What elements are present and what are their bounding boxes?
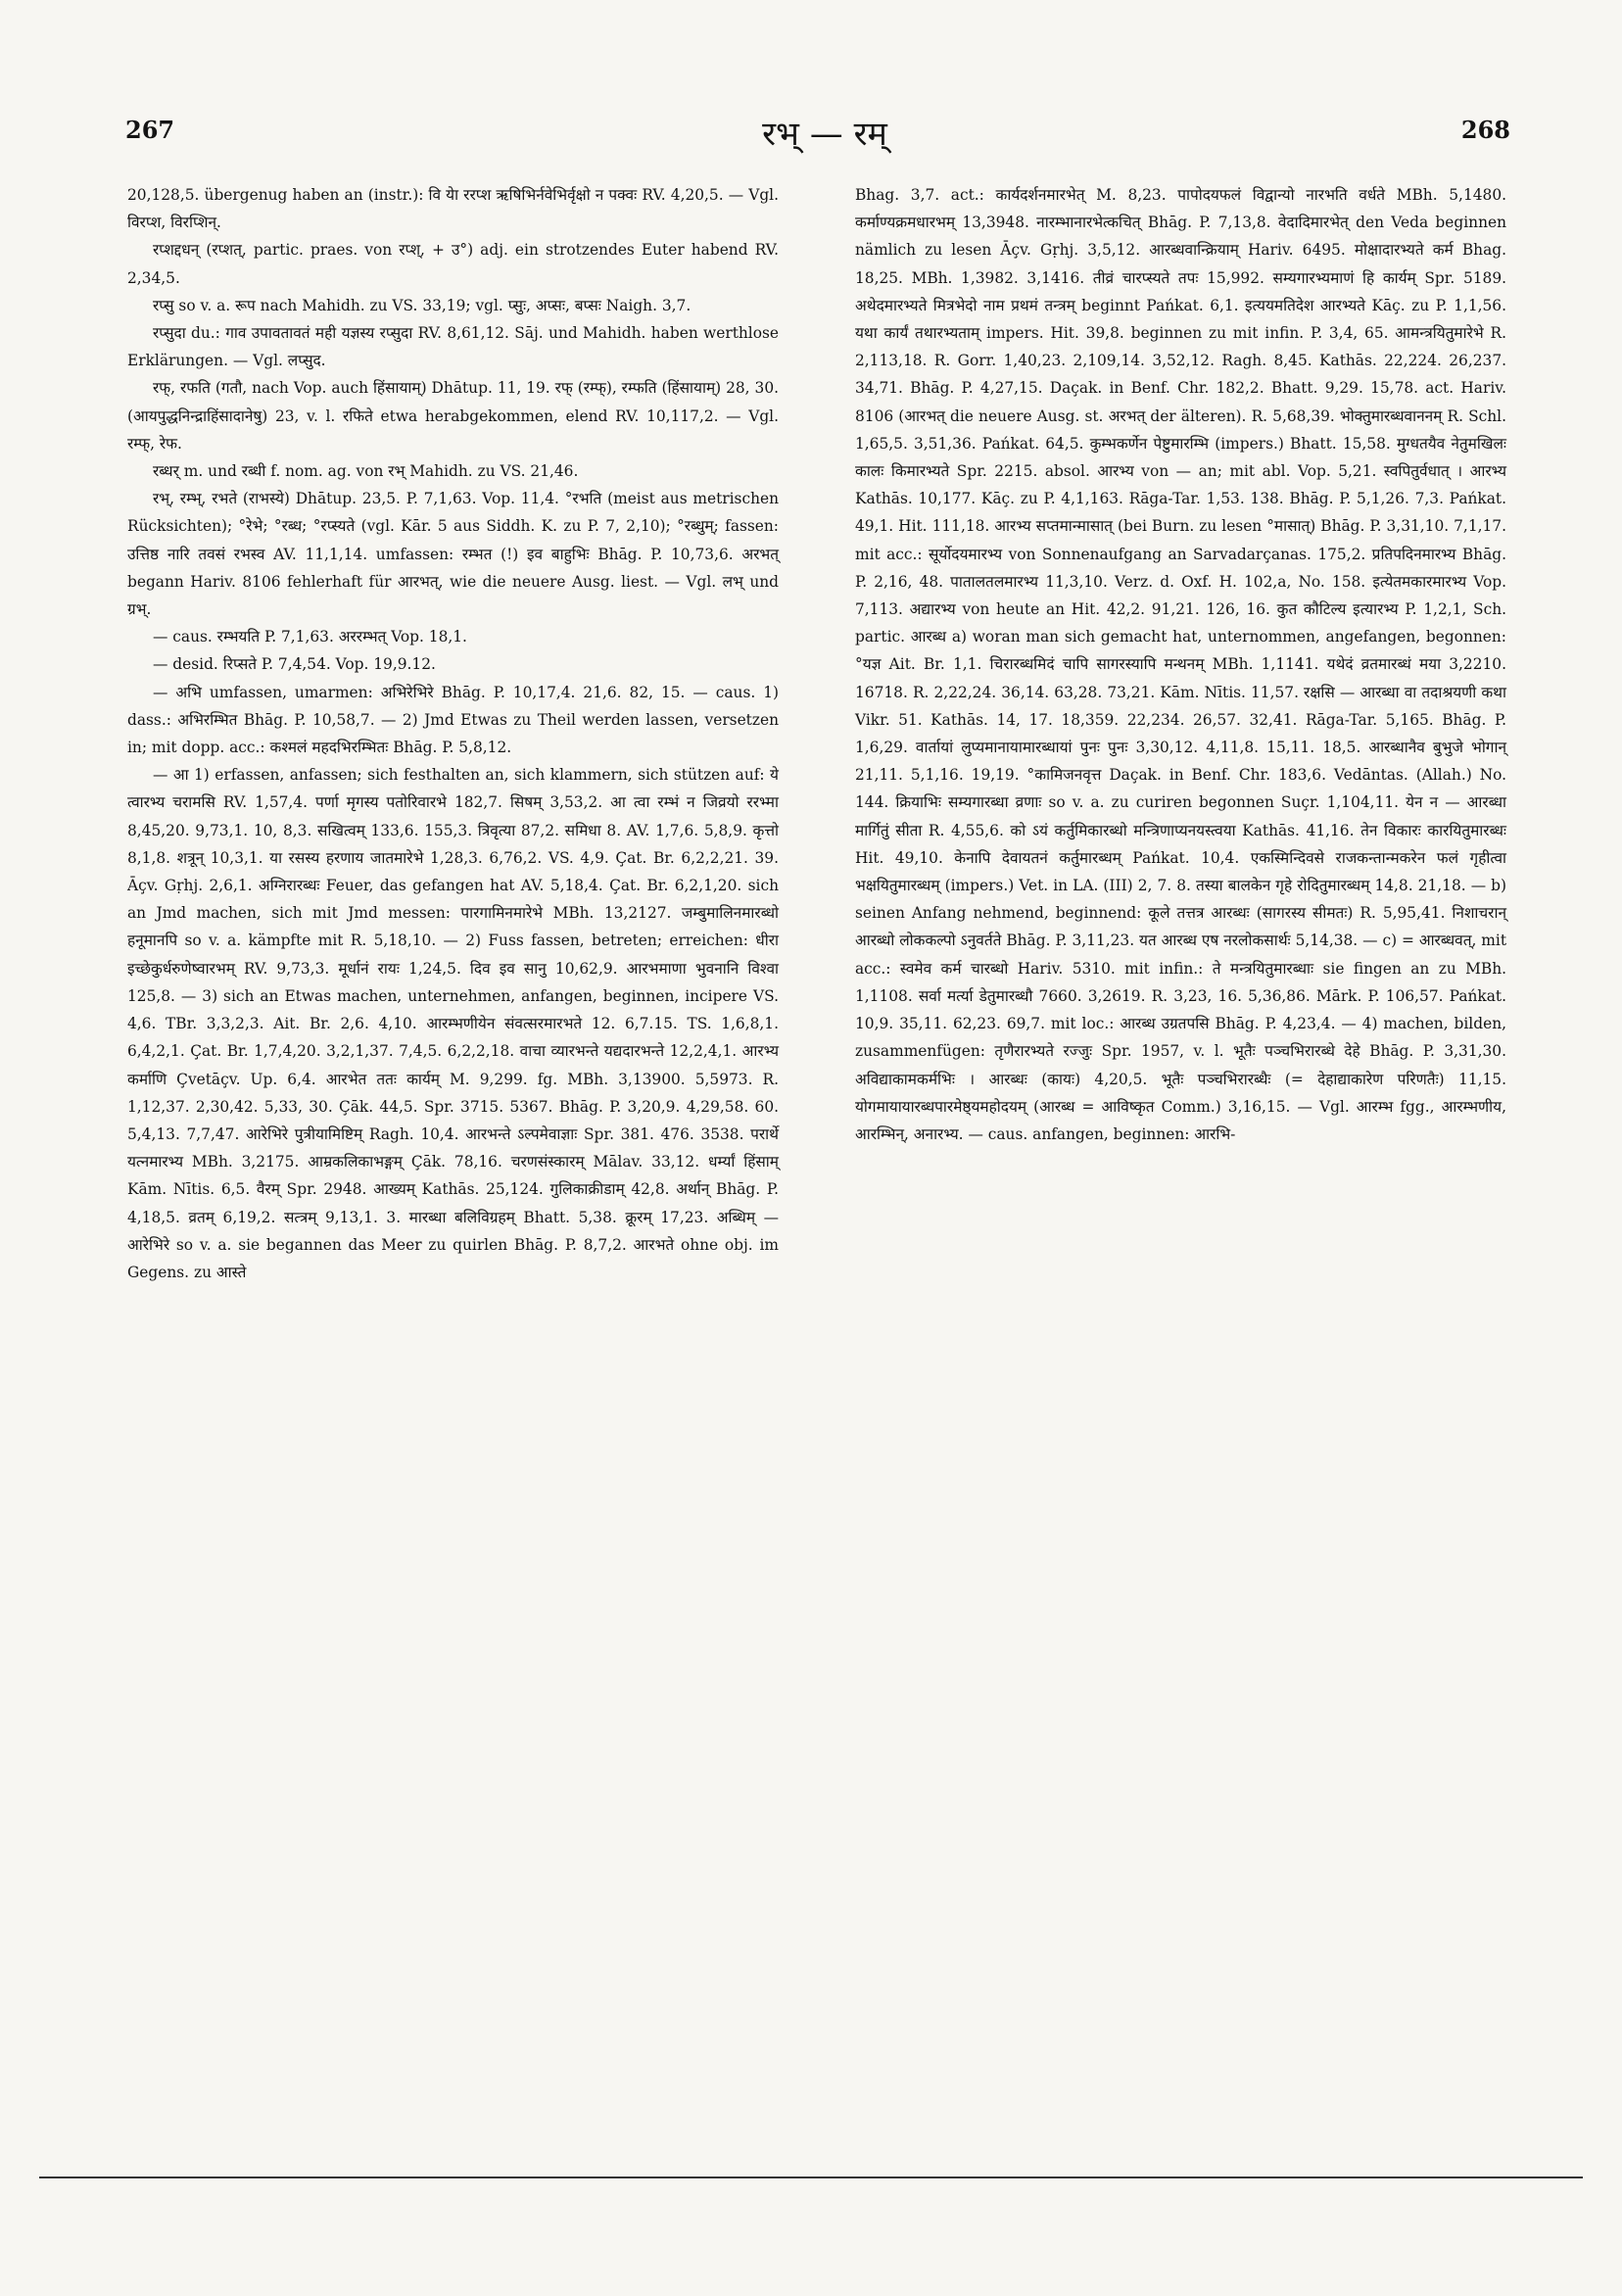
footer-rule bbox=[39, 2176, 1583, 2178]
dictionary-entry: रप्सुदा du.: गाव उपावतावतं मही यज्ञस्य रप्सुदा RV. 8,61,12. Sāj. und Mahidh. haben werthlose Erklärungen. — Vgl. लप्सुद. bbox=[127, 324, 779, 370]
sub-entry: — अभि umfassen, umarmen: अभिरेभिरे Bhāg. P. 10,17,4. 21,6. 82, 15. — caus. 1) dass.: अभिरम्भित Bhāg. P. 10,58,7. — 2) Jmd Etwas zu Theil werden lassen, versetzen in; mit dopp. acc.: कश्मलं महदभिरम्भितः Bhāg. P. 5,8,12. bbox=[127, 683, 779, 757]
left-column bbox=[127, 181, 779, 1286]
entry-continuation: Bhag. 3,7. act.: कार्यदर्शनमारभेत् M. 8,23. पापोदयफलं विद्वान्यो नारभति वर्धते MBh. 5,1480. कर्माण्यक्रमधारभम् 13,3948. नारम्भानारभेत्कचित् Bhāg. P. 7,13,8. वेदादिमारभेत् den Veda beginnen nämlich zu lesen Āçv. Gṛhj. 3,5,12. आरब्धवान्क्रियाम् Hariv. 6495. मोक्षादारभ्यते कर्म Bhag. 18,25. MBh. 1,3982. 3,1416. तीव्रं चारप्स्यते तपः 15,992. सम्यगारभ्यमाणं हि कार्यम् Spr. 5189. अथेदमारभ्यते मित्रभेदो नाम प्रथमं तन्त्रम् beginnt Pańkat. 6,1. इत्ययमतिदेश आरभ्यते Kāç. zu P. 1,1,56. यथा कार्यं तथारभ्यताम् impers. Hit. 39,8. beginnen zu mit infin. P. 3,4, 65. आमन्त्रयितुमारेभे R. 2,113,18. R. Gorr. 1,40,23. 2,109,14. 3,52,12. Ragh. 8,45. Kathās. 22,224. 26,237. 34,71. Bhāg. P. 4,27,15. Daçak. in Benf. Chr. 182,2. Bhatt. 9,29. 15,78. act. Hariv. 8106 (आरभत् die neuere Ausg. st. अरभत् der älteren). R. 5,68,39. भोक्तुमारब्धवाननम् R. Schl. 1,65,5. 3,51,36. Pańkat. 64,5. कुम्भकर्णेन पेष्टुमारम्भि (impers.) Bhatt. 15,58. मुग्धतयैव नेतुमखिलः कालः किमारभ्यते Spr. 2215. absol. आरभ्य von — an; mit abl. Vop. 5,21. स्वपितुर्वधात् । आरभ्य Kathās. 10,177. Kāç. zu P. 4,1,163. Rāga-Tar. 1,53. 138. Bhāg. P. 5,1,26. 7,3. Pańkat. 49,1. Hit. 111,18. आरभ्य सप्तमान्मासात् (bei Burn. zu lesen °मासात्) Bhāg. P. 3,31,10. 7,1,17. mit acc.: सूर्योदयमारभ्य von Sonnenaufgang an Sarvadarçanas. 175,2. प्रतिपदिनमारभ्य Bhāg. P. 2,16, 48. पातालतलमारभ्य 11,3,10. Verz. d. Oxf. H. 102,a, No. 158. इत्येतमकारमारभ्य Vop. 7,113. अद्यारभ्य von heute an Hit. 42,2. 91,21. 126, 16. कुत कौटिल्य इत्यारभ्य P. 1,2,1, Sch. partic. आरब्ध a) woran man sich gemacht hat, unternommen, angefangen, begonnen: °यज्ञ Ait. Br. 1,1. चिरारब्धमिदं चापि सागरस्यापि मन्थनम् MBh. 1,1141. यथेदं व्रतमारब्धं मया 3,2210. 16718. R. 2,22,24. 36,14. 63,28. 73,21. Kām. Nītis. 11,57. रक्षसि — आरब्धा वा तदाश्रयणी कथा Vikr. 51. Kathās. 14, 17. 18,359. 22,234. 26,57. 32,41. Rāga-Tar. 5,165. Bhāg. P. 1,6,29. वार्तायां लुप्यमानायामारब्धायां पुनः पुनः 3,30,12. 4,11,8. 15,11. 18,5. आरब्धानैव बुभुजे भोगान् 21,11. 5,1,16. 19,19. °कामिजनवृत्त Daçak. in Benf. Chr. 183,6. Vedāntas. (Allah.) No. 144. क्रियाभिः सम्यगारब्धा व्रणाः so v. a. zu curiren begonnen Suçr. 1,104,11. येन न — आरब्धा मार्गितुं सीता R. 4,55,6. को ऽयं कर्तुमिकारब्धो मन्त्रिणाप्यनयस्त्वया Kathās. 41,16. तेन विकारः कारयितुमारब्धः Hit. 49,10. केनापि देवायतनं कर्तुमारब्धम् Pańkat. 10,4. एकस्मिन्दिवसे राजकन्तान्मकरेन फलं गृहीत्वा भक्षयितुमारब्धम् (impers.) Vet. in LA. (III) 2, 7. 8. तस्या बालकेन गृहे रोदितुमारब्धम् 14,8. 21,18. — b) seinen Anfang nehmend, beginnend: कूले तत्तत्र आरब्धः (सागरस्य सीमतः) R. 5,95,41. निशाचरान् आरब्धो लोककल्पो ऽनुवर्तते Bhāg. P. 3,11,23. यत आरब्ध एष नरलोकसार्थः 5,14,38. — c) = आरब्धवत्, mit acc.: स्वमेव कर्म चारब्धो Hariv. 5310. mit infin.: ते मन्त्रयितुमारब्धाः sie fingen an zu MBh. 1,1108. सर्वा मर्त्या डेतुमारब्धौ 7660. 3,2619. R. 3,23, 16. 5,36,86. Mārk. P. 106,57. Pańkat. 10,9. 35,11. 62,23. 69,7. mit loc.: आरब्ध उग्रतपसि Bhāg. P. 4,23,4. — 4) machen, bilden, zusammenfügen: तृणैरारभ्यते रज्जुः Spr. 1957, v. l. भूतैः पञ्चभिरारब्धे देहे Bhāg. P. 3,31,30. अविद्याकामकर्मभिः । आरब्धः (कायः) 4,20,5. भूतैः पञ्चभिरारब्धैः (= देहाद्याकारेण परिणतैः) 11,15. योगमायायारब्धपारमेष्ठ्यमहोदयम् (आरब्ध = आविष्कृत Comm.) 3,16,15. — Vgl. आरम्भ fgg., आरम्भणीय, आरम्भिन्, अनारभ्य. — caus. anfangen, beginnen: आरभि- bbox=[855, 186, 1506, 1143]
dictionary-entry: रप्सु so v. a. रूप nach Mahidh. zu VS. 33,19; vgl. प्सुः, अप्सः, बप्सः Naigh. 3,7. bbox=[153, 296, 692, 314]
dictionary-entry: रप्शद्दधन् (रप्शत्, partic. praes. von रप्श्, + उ°) adj. ein strotzendes Euter habend RV. 2,34,5. bbox=[127, 241, 779, 287]
entry-continuation: 20,128,5. übergenug haben an (instr.): वि येा ररप्श ऋषिभिर्नवेभिर्वृक्षो न पक्वः RV. 4,20,5. — Vgl. विरप्श, विरप्शिन्. bbox=[127, 186, 779, 232]
page-header bbox=[125, 116, 1524, 159]
right-column bbox=[855, 181, 1506, 1148]
sub-entry: — caus. रम्भयति P. 7,1,63. अररम्भत् Vop. 18,1. bbox=[153, 628, 467, 646]
running-head: रभ् — रम् bbox=[762, 115, 887, 154]
dictionary-entry: रभ्, रम्भ्, रभते (राभस्ये) Dhātup. 23,5. P. 7,1,63. Vop. 11,4. °रभति (meist aus metrischen Rücksichten); °रेभे; °रब्ध; °रप्स्यते (vgl. Kār. 5 aus Siddh. K. zu P. 7, 2,10); °रब्धुम्; fassen: उत्तिष्ठ नारि तवसं रभस्व AV. 11,1,14. umfassen: रम्भत (!) इव बाहुभिः Bhāg. P. 10,73,6. अरभत् begann Hariv. 8106 fehlerhaft für आरभत्, wie die neuere Ausg. liest. — Vgl. लभ् und ग्रभ्. bbox=[127, 490, 779, 619]
sub-entry: — desid. रिप्सते P. 7,4,54. Vop. 19,9.12. bbox=[153, 655, 436, 674]
page-number-right: 268 bbox=[1460, 116, 1510, 144]
sub-entry: — आ 1) erfassen, anfassen; sich festhalten an, sich klammern, sich stützen auf: ये त्वारभ्य चरामसि RV. 1,57,4. पर्णा मृगस्य पतोरिवारभे 182,7. सिषम् 3,53,2. आ त्वा रम्भं न जिव्रयो ररभ्मा 8,45,20. 9,73,1. 10, 8,3. सखित्वम् 133,6. 155,3. त्रिवृत्या 87,2. समिधा 8. AV. 1,7,6. 5,8,9. कृत्तो 8,1,8. शत्रून् 10,3,1. या रसस्य हरणाय जातमारेभे 1,28,3. 6,76,2. VS. 4,9. Çat. Br. 6,2,2,21. 39. Āçv. Gṛhj. 2,6,1. अग्निरारब्धः Feuer, das gefangen hat AV. 5,18,4. Çat. Br. 6,2,1,20. sich an Jmd machen, sich mit Jmd messen: पारगामिनमारेभे MBh. 13,2127. जम्बुमालिनमारब्धो हनूमानपि so v. a. kämpfte mit R. 5,18,10. — 2) Fuss fassen, betreten; erreichen: धीरा इच्छेकुर्धरुणेष्वारभम् RV. 9,73,3. मूर्धानं रायः 1,24,5. दिव इव सानु 10,62,9. आरभमाणा भुवनानि विश्वा 125,8. — 3) sich an Etwas machen, unternehmen, anfangen, beginnen, incipere VS. 4,6. TBr. 3,3,2,3. Ait. Br. 2,6. 4,10. आरम्भणीयेन संवत्सरमारभते 12. 6,7.15. TS. 1,6,8,1. 6,4,2,1. Çat. Br. 1,7,4,20. 3,2,1,37. 7,4,5. 6,2,2,18. वाचा व्यारभन्ते यद्यदारभन्ते 12,2,4,1. आरभ्य कर्माणि Çvetāçv. Up. 6,4. आरभेत ततः कार्यम् M. 9,299. fg. MBh. 3,13900. 5,5973. R. 1,12,37. 2,30,42. 5,33, 30. Çāk. 44,5. Spr. 3715. 5367. Bhāg. P. 3,20,9. 4,29,58. 60. 5,4,13. 7,7,47. आरेभिरे पुत्रीयामिष्टिम् Ragh. 10,4. आरभन्ते ऽल्पमेवाज्ञाः Spr. 381. 476. 3538. परार्थे यत्नमारभ्य MBh. 3,2175. आम्रकलिकाभङ्गम् Çāk. 78,16. चरणसंस्कारम् Mālav. 33,12. धर्म्यां हिंसाम् Kām. Nītis. 6,5. वैरम् Spr. 2948. आख्यम् Kathās. 25,124. गुलिकाक्रीडाम् 42,8. अर्थान् Bhāg. P. 4,18,5. व्रतम् 6,19,2. सत्त्रम् 9,13,1. 3. मारब्धा बलिविग्रहम् Bhatt. 5,38. क्रूरम् 17,23. अब्धिम् — आरेभिरे so v. a. sie begannen das Meer zu quirlen Bhāg. P. 8,7,2. आरभते ohne obj. im Gegens. zu आस्ते bbox=[127, 766, 779, 1281]
dictionary-entry: रफ्, रफति (गतौ, nach Vop. auch हिंसायाम्) Dhātup. 11, 19. रफ् (रम्फ्), रम्फति (हिंसायाम्) 28, 30. (आयपुद्धनिन्द्राहिंसादानेषु) 23, v. l. रफिते etwa herabgekommen, elend RV. 10,117,2. — Vgl. रम्फ्, रेफ. bbox=[127, 379, 779, 453]
dictionary-entry: रब्धर् m. und रब्धी f. nom. ag. von रभ् Mahidh. zu VS. 21,46. bbox=[153, 462, 579, 481]
page-number-left: 267 bbox=[125, 116, 175, 144]
